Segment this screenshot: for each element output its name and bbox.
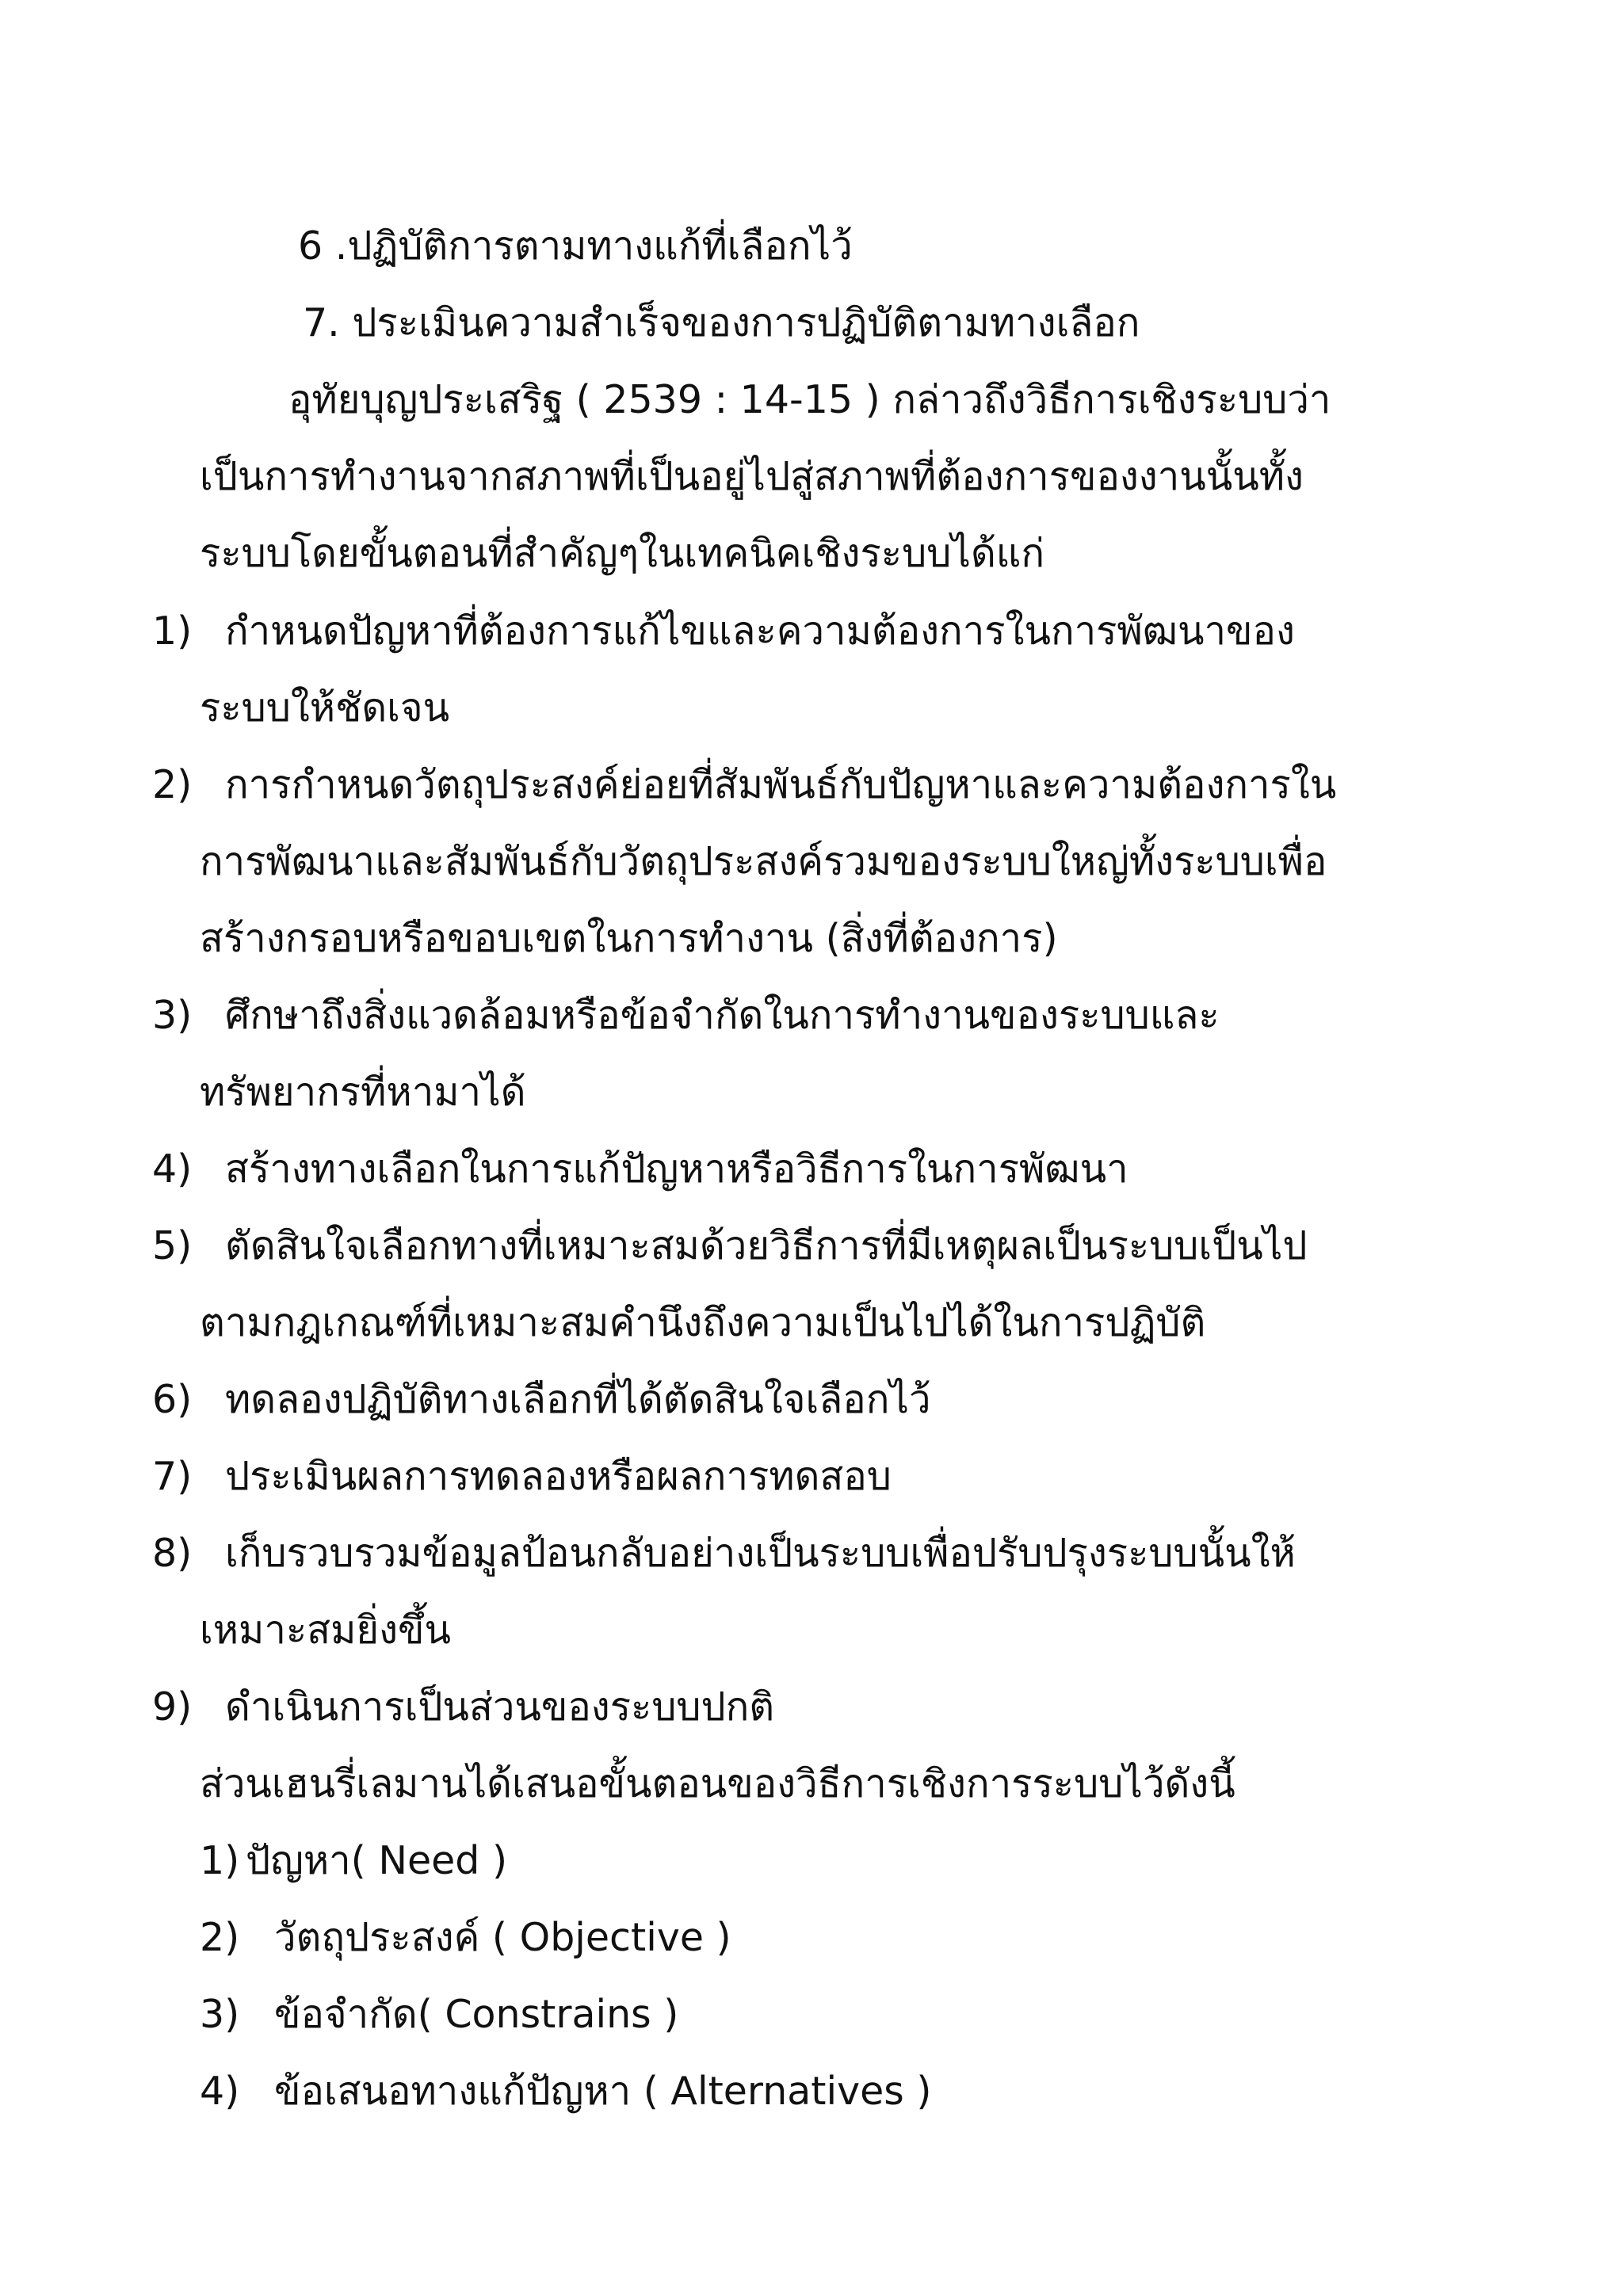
list-text: สร้างทางเลือกในการแก้ปัญหาหรือวิธีการในการพัฒนา bbox=[225, 1146, 1128, 1192]
text-line: เป็นการทำงานจากสภาพที่เป็นอยู่ไปสู่สภาพที่ต้องการของงานนั้นทั้ง bbox=[200, 454, 1304, 499]
list-number: 2) bbox=[152, 762, 193, 807]
list-text: ทรัพยากรที่หามาได้ bbox=[200, 1070, 526, 1115]
list-number: 1) bbox=[200, 1838, 240, 1883]
list-text: การพัฒนาและสัมพันธ์กับวัตถุประสงค์รวมของระบบใหญ่ทั้งระบบเพื่อ bbox=[200, 839, 1327, 884]
list-text: ประเมินผลการทดลองหรือผลการทดสอบ bbox=[225, 1454, 892, 1499]
list-number: 4) bbox=[152, 1146, 193, 1192]
text-line: 7. ประเมินความสำเร็จของการปฏิบัติตามทางเลือก bbox=[303, 300, 1140, 345]
list-text: วัตถุประสงค์ ( Objective ) bbox=[274, 1915, 731, 1960]
henry-intro: ส่วนเฮนรี่เลมานได้เสนอขั้นตอนของวิธีการเชิงการระบบไว้ดังนี้ bbox=[200, 1761, 1235, 1806]
list-text: ปัญหา( Need ) bbox=[246, 1838, 508, 1883]
list-text: ตัดสินใจเลือกทางที่เหมาะสมด้วยวิธีการที่มีเหตุผลเป็นระบบเป็นไป bbox=[225, 1223, 1308, 1268]
list-number: 7) bbox=[152, 1454, 193, 1499]
list-text: ข้อเสนอทางแก้ปัญหา ( Alternatives ) bbox=[274, 2069, 932, 2114]
list-text: การกำหนดวัตถุประสงค์ย่อยที่สัมพันธ์กับปัญหาและความต้องการใน bbox=[225, 762, 1337, 807]
list-number: 3) bbox=[152, 993, 193, 1038]
list-number: 9) bbox=[152, 1684, 193, 1730]
list-text: กำหนดปัญหาที่ต้องการแก้ไขและความต้องการในการพัฒนาของ bbox=[225, 608, 1295, 654]
list-number: 1) bbox=[152, 608, 193, 654]
list-text: เก็บรวบรวมข้อมูลป้อนกลับอย่างเป็นระบบเพื่อปรับปรุงระบบนั้นให้ bbox=[225, 1531, 1296, 1576]
list-text: ข้อจำกัด( Constrains ) bbox=[274, 1992, 679, 2037]
list-text: สร้างกรอบหรือขอบเขตในการทำงาน (สิ่งที่ต้องการ) bbox=[200, 916, 1058, 961]
list-number: 8) bbox=[152, 1531, 193, 1576]
list-number: 2) bbox=[200, 1915, 240, 1960]
list-text: ระบบให้ชัดเจน bbox=[200, 685, 450, 730]
text-line: 6 .ปฏิบัติการตามทางแก้ที่เลือกไว้ bbox=[298, 223, 853, 269]
text-line: อุทัยบุญประเสริฐ ( 2539 : 14-15 ) กล่าวถึงวิธีการเชิงระบบว่า bbox=[288, 377, 1331, 422]
list-number: 5) bbox=[152, 1223, 193, 1268]
list-text: ดำเนินการเป็นส่วนของระบบปกติ bbox=[225, 1684, 775, 1730]
list-number: 3) bbox=[200, 1992, 240, 2037]
list-text: ทดลองปฏิบัติทางเลือกที่ได้ตัดสินใจเลือกไว้ bbox=[225, 1377, 931, 1422]
list-number: 4) bbox=[200, 2069, 240, 2114]
list-number: 6) bbox=[152, 1377, 193, 1422]
text-line: ระบบโดยขั้นตอนที่สำคัญๆในเทคนิคเชิงระบบได้แก่ bbox=[200, 531, 1045, 576]
list-text: ตามกฎเกณฑ์ที่เหมาะสมคำนึงถึงความเป็นไปได้ในการปฏิบัติ bbox=[200, 1300, 1206, 1345]
list-text: ศึกษาถึงสิ่งแวดล้อมหรือข้อจำกัดในการทำงานของระบบและ bbox=[225, 993, 1220, 1038]
list-text: เหมาะสมยิ่งขึ้น bbox=[200, 1608, 452, 1653]
